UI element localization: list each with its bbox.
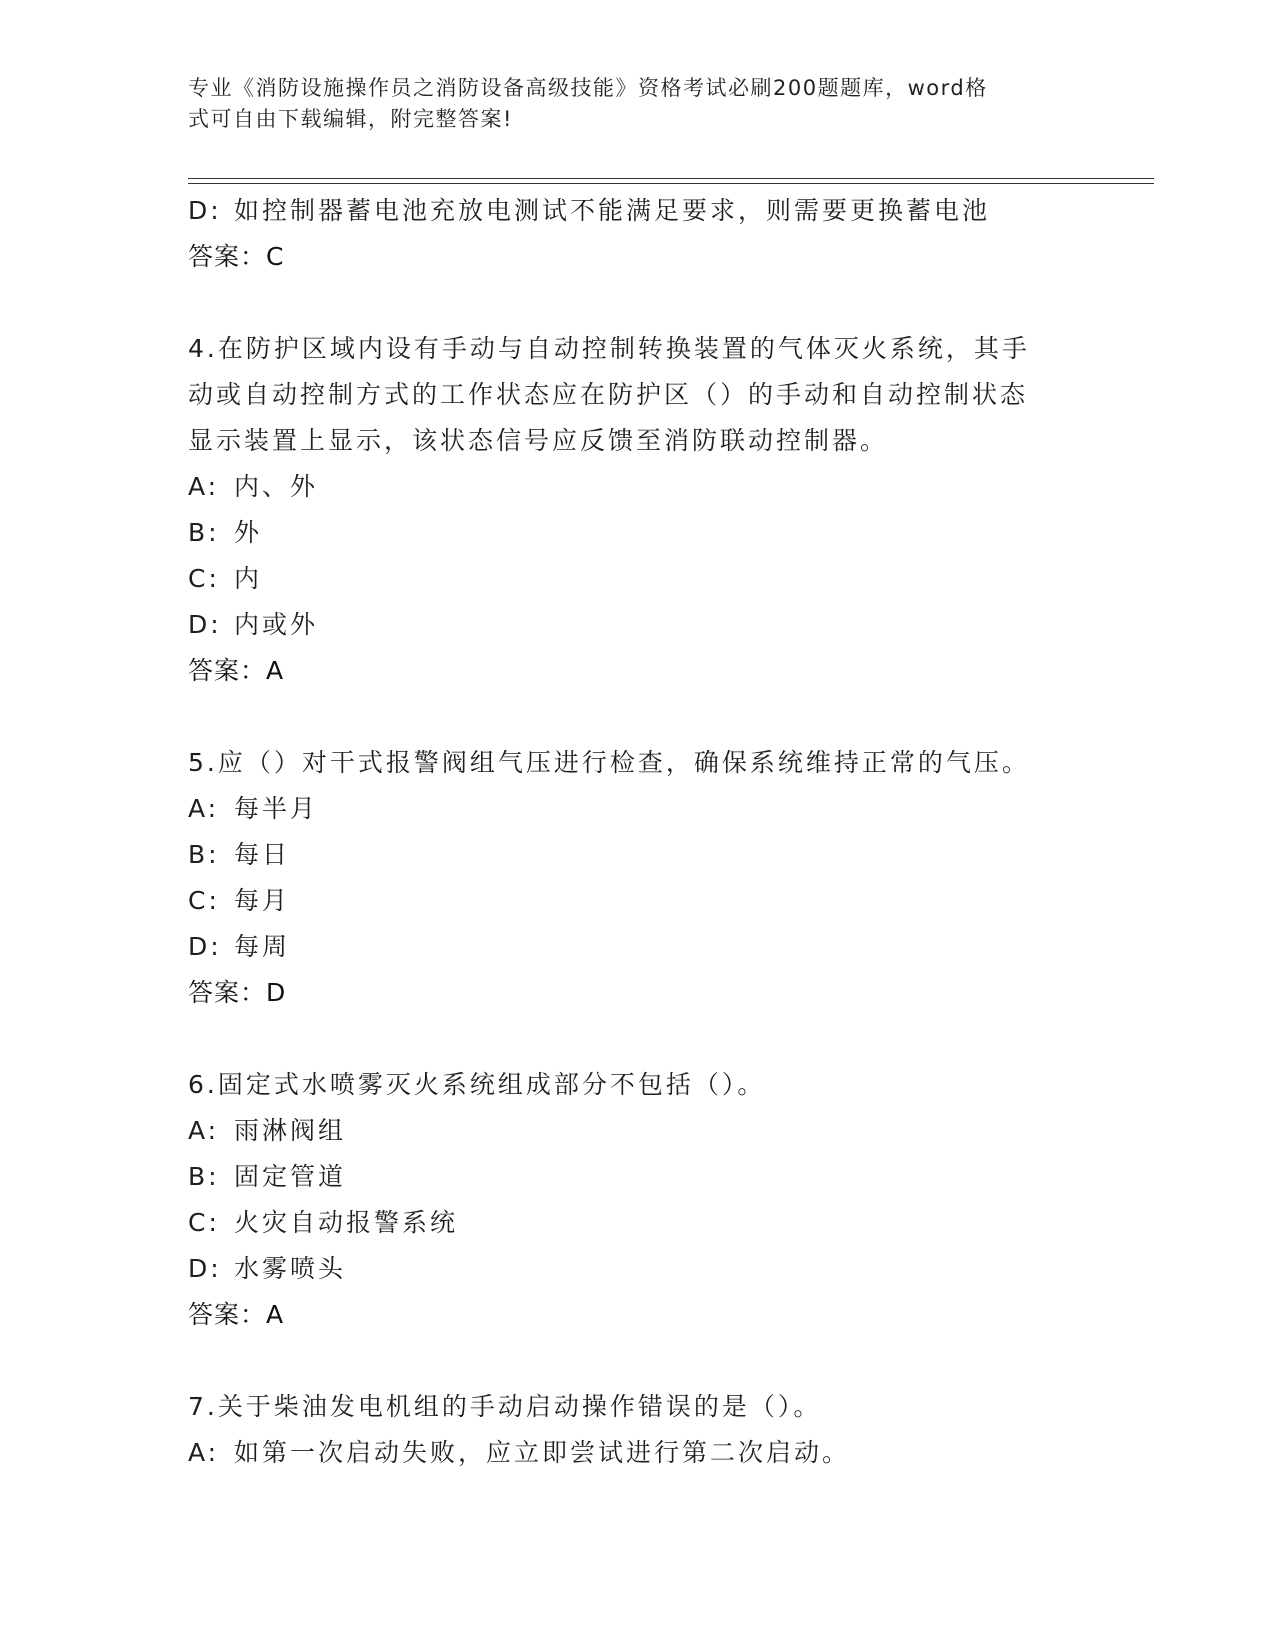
option-line bbox=[188, 510, 1068, 556]
option-line bbox=[188, 786, 1068, 832]
option-text: 内、外 bbox=[234, 472, 319, 501]
question-text-line: 7.关于柴油发电机组的手动启动操作错误的是（）。 bbox=[188, 1392, 822, 1421]
question-block bbox=[188, 1384, 1068, 1476]
option-label: B: bbox=[188, 518, 220, 547]
answer-label: 答案： bbox=[188, 978, 267, 1007]
option-line bbox=[188, 878, 1068, 924]
option-line bbox=[188, 602, 1068, 648]
option-label: A: bbox=[188, 472, 220, 501]
option-label: D: bbox=[188, 1254, 222, 1283]
option-text: 雨淋阀组 bbox=[234, 1116, 347, 1145]
option-text: 水雾喷头 bbox=[234, 1254, 347, 1283]
header-line-1: 专业《消防设施操作员之消防设备高级技能》资格考试必刷200题题库，word格 bbox=[188, 76, 988, 100]
option-label: D: bbox=[188, 196, 222, 225]
answer-value: A bbox=[266, 656, 285, 685]
option-text: 每月 bbox=[234, 886, 291, 915]
option-line bbox=[188, 188, 1068, 234]
answer-line bbox=[188, 648, 1068, 694]
option-text: 每周 bbox=[234, 932, 291, 961]
option-label: C: bbox=[188, 564, 220, 593]
option-text: 外 bbox=[234, 518, 263, 547]
option-label: C: bbox=[188, 886, 220, 915]
option-text: 每半月 bbox=[234, 794, 319, 823]
spacer bbox=[188, 1016, 1068, 1062]
option-text: 火灾自动报警系统 bbox=[234, 1208, 459, 1237]
option-label: D: bbox=[188, 932, 222, 961]
question-text-line: 5.应（）对干式报警阀组气压进行检查，确保系统维持正常的气压。 bbox=[188, 748, 1030, 777]
spacer bbox=[188, 1338, 1068, 1384]
header-line-2: 式可自由下载编辑，附完整答案! bbox=[188, 107, 513, 131]
option-line bbox=[188, 1108, 1068, 1154]
answer-value: A bbox=[266, 1300, 285, 1329]
answer-label: 答案： bbox=[188, 1300, 267, 1329]
question-content bbox=[188, 188, 1068, 1476]
spacer bbox=[188, 694, 1068, 740]
option-text: 内或外 bbox=[234, 610, 319, 639]
option-line bbox=[188, 1154, 1068, 1200]
header-divider-bottom bbox=[188, 183, 1154, 184]
option-line bbox=[188, 556, 1068, 602]
option-line bbox=[188, 1200, 1068, 1246]
option-line bbox=[188, 832, 1068, 878]
option-label: A: bbox=[188, 1116, 220, 1145]
question-text-line: 6.固定式水喷雾灭火系统组成部分不包括（）。 bbox=[188, 1070, 766, 1099]
answer-line bbox=[188, 234, 1068, 280]
option-label: D: bbox=[188, 610, 222, 639]
question-text-line: 显示装置上显示，该状态信号应反馈至消防联动控制器。 bbox=[188, 426, 889, 455]
answer-label: 答案： bbox=[188, 242, 267, 271]
option-label: A: bbox=[188, 794, 220, 823]
question-text-line: 4.在防护区域内设有手动与自动控制转换装置的气体灭火系统，其手 bbox=[188, 334, 1030, 363]
option-text: 内 bbox=[234, 564, 263, 593]
question-text-line: 动或自动控制方式的工作状态应在防护区（）的手动和自动控制状态 bbox=[188, 380, 1029, 409]
answer-value: C bbox=[266, 242, 285, 271]
option-line bbox=[188, 1246, 1068, 1292]
option-line bbox=[188, 1430, 1068, 1476]
option-text: 如控制器蓄电池充放电测试不能满足要求，则需要更换蓄电池 bbox=[234, 196, 991, 225]
option-label: C: bbox=[188, 1208, 220, 1237]
option-label: B: bbox=[188, 840, 220, 869]
answer-line bbox=[188, 970, 1068, 1016]
answer-label: 答案： bbox=[188, 656, 267, 685]
option-text: 如第一次启动失败，应立即尝试进行第二次启动。 bbox=[234, 1438, 851, 1467]
question-block bbox=[188, 1062, 1068, 1338]
option-line bbox=[188, 464, 1068, 510]
question-block bbox=[188, 326, 1068, 694]
spacer bbox=[188, 280, 1068, 326]
document-header bbox=[188, 73, 1068, 135]
answer-line bbox=[188, 1292, 1068, 1338]
option-text: 每日 bbox=[234, 840, 291, 869]
option-text: 固定管道 bbox=[234, 1162, 347, 1191]
header-divider-top bbox=[188, 178, 1154, 179]
question-block bbox=[188, 740, 1068, 1016]
option-label: A: bbox=[188, 1438, 220, 1467]
option-line bbox=[188, 924, 1068, 970]
answer-value: D bbox=[266, 978, 287, 1007]
option-label: B: bbox=[188, 1162, 220, 1191]
